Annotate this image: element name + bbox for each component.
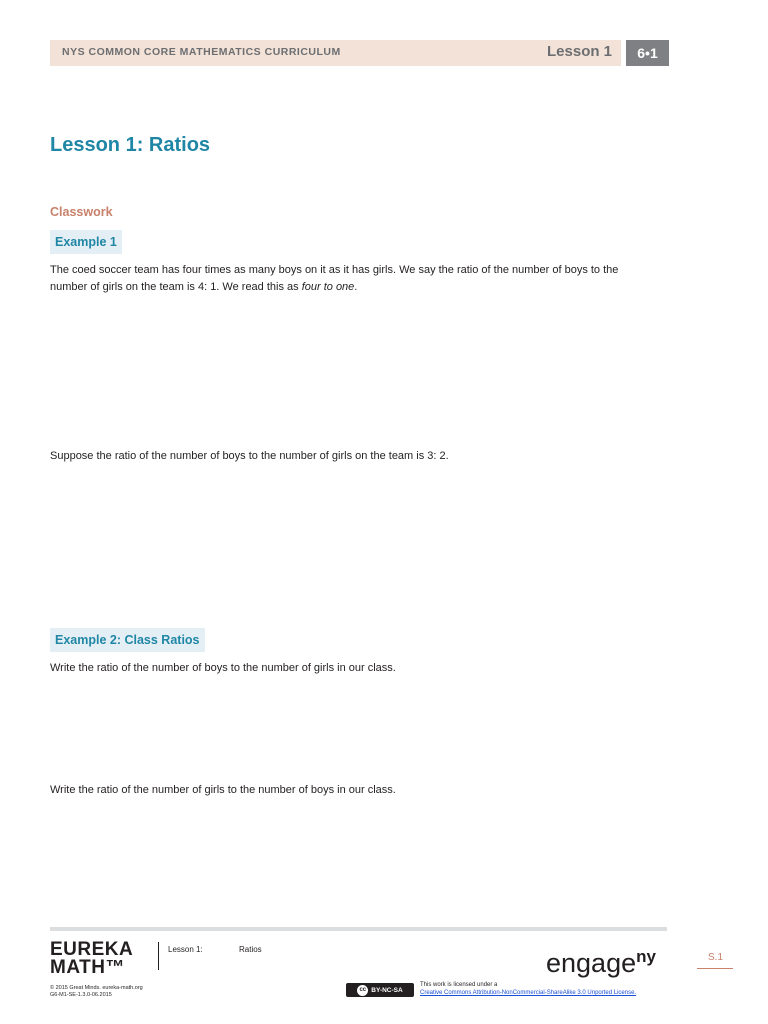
page-title: Lesson 1: Ratios [50,134,211,156]
example-1-italic: four to one [301,281,355,293]
example-2-prompt-2: Write the ratio of the number of girls to the number of boys in our class. [50,784,396,796]
license-line-1: This work is licensed under a [420,982,498,988]
eureka-math-logo [50,941,133,977]
example-2-label: Example 2: Class Ratios [50,628,205,652]
footer-rule [50,927,667,931]
module-badge: 6•1 [626,40,669,66]
engage-sup: ny [636,947,656,966]
example-2-prompt-1: Write the ratio of the number of boys to the number of girls in our class. [50,662,396,674]
copyright-text [50,985,143,999]
cc-badge-label: BY-NC-SA [371,986,403,994]
copyright-line-2: G6-M1-SE-1.3.0-06.2015 [50,992,112,998]
license-text [420,981,636,997]
copyright-line-1: © 2015 Great Minds. eureka-math.org [50,985,143,991]
footer-lesson-label: Lesson 1: [168,945,203,954]
header-lesson-label: Lesson 1 [547,43,613,60]
creative-commons-badge[interactable] [346,983,414,997]
page-number-rule [697,968,733,969]
engage-text: engage [546,948,637,978]
engageny-logo [546,940,656,980]
example-1-label: Example 1 [50,230,122,254]
logo-line-2: MATH™ [50,957,125,978]
curriculum-title: NYS COMMON CORE MATHEMATICS CURRICULUM [62,46,341,58]
example-1-line-2: number of girls on the team is 4: 1. We read this as [50,281,302,293]
cc-icon: cc [357,985,368,996]
logo-line-1: EUREKA [50,939,134,960]
example-1-paragraph [50,262,670,296]
classwork-heading: Classwork [50,205,113,219]
example-1-line-1: The coed soccer team has four times as many boys on it as it has girls. We say the ratio of the number of boys to the [50,264,619,276]
page-number: S.1 [708,952,724,963]
example-1-question: Suppose the ratio of the number of boys to the number of girls on the team is 3: 2. [50,450,449,462]
license-link[interactable]: Creative Commons Attribution-NonCommercial-ShareAlike 3.0 Unported License. [420,990,637,996]
footer-divider [158,942,159,970]
footer-topic-label: Ratios [239,945,262,954]
example-1-line-2-end: . [354,281,358,293]
